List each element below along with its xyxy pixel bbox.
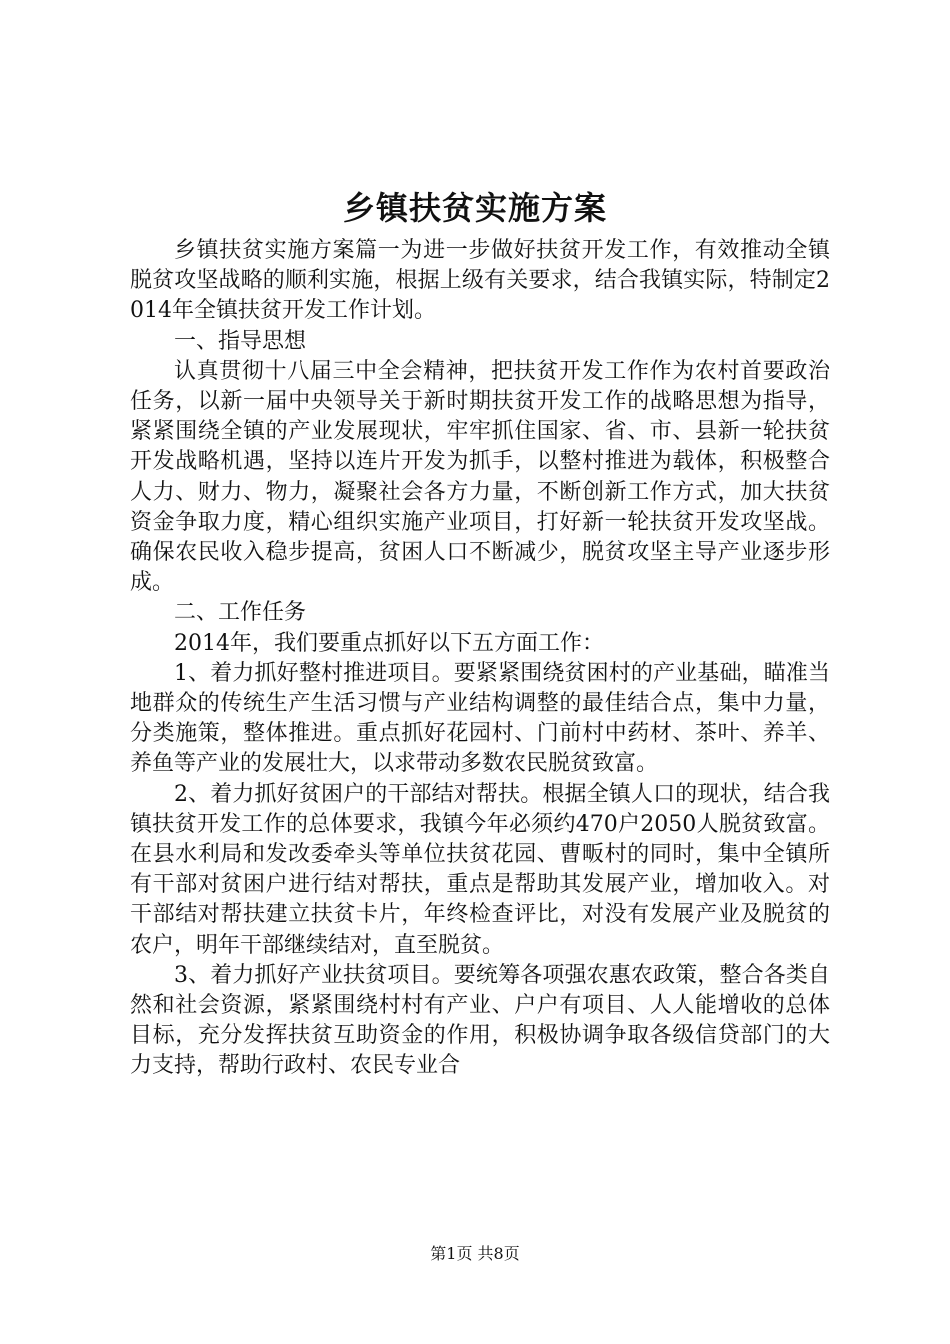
document-title: 乡镇扶贫实施方案 [342, 189, 607, 227]
paragraph-intro: 乡镇扶贫实施方案篇一为进一步做好扶贫开发工作，有效推动全镇脱贫攻坚战略的顺利实施，根据上级有关要求，结合我镇实际，特制定2014年全镇扶贫开发工作计划。 [130, 238, 830, 324]
paragraph-guiding-thought: 认真贯彻十八届三中全会精神，把扶贫开发工作作为农村首要政治任务，以新一届中央领导关于新时期扶贫开发工作的战略思想为指导，紧紧围绕全镇的产业发展现状，牢牢抓住国家、省、市、县新一轮扶贫开发战略机遇，坚持以连片开发为抓手，以整村推进为载体，积极整合人力、财力、物力，凝聚社会各方力量，不断创新工作方式，加大扶贫资金争取力度，精心组织实施产业项目，打好新一轮扶贫开发攻坚战。确保农民收入稳步提高，贫困人口不断减少，脱贫攻坚主导产业逐步形成。 [130, 358, 830, 596]
heading-work-tasks: 二、工作任务 [174, 600, 307, 626]
paragraph-task-1: 1、着力抓好整村推进项目。要紧紧围绕贫困村的产业基础，瞄准当地群众的传统生产生活习惯与产业结构调整的最佳结合点，集中力量，分类施策，整体推进。重点抓好花园村、门前村中药材、茶叶、养羊、养鱼等产业的发展壮大，以求带动多数农民脱贫致富。 [130, 660, 830, 777]
page-number-footer: 第1页 共8页 [430, 1244, 520, 1263]
document-body [130, 236, 830, 1082]
paragraph-tasks-intro: 2014年，我们要重点抓好以下五方面工作： [174, 630, 604, 656]
heading-guiding-thought: 一、指导思想 [174, 328, 307, 354]
paragraph-task-3: 3、着力抓好产业扶贫项目。要统筹各项强农惠农政策，整合各类自然和社会资源，紧紧围绕村村有产业、户户有项目、人人能增收的总体目标，充分发挥扶贫互助资金的作用，积极协调争取各级信贷部门的大力支持，帮助行政村、农民专业合 [130, 962, 830, 1079]
paragraph-task-2: 2、着力抓好贫困户的干部结对帮扶。根据全镇人口的现状，结合我镇扶贫开发工作的总体要求，我镇今年必须约470户2050人脱贫致富。在县水利局和发改委牵头等单位扶贫花园、曹畈村的同时，集中全镇所有干部对贫困户进行结对帮扶，重点是帮助其发展产业，增加收入。对干部结对帮扶建立扶贫卡片，年终检查评比，对没有发展产业及脱贫的农户，明年干部继续结对，直至脱贫。 [130, 781, 830, 958]
